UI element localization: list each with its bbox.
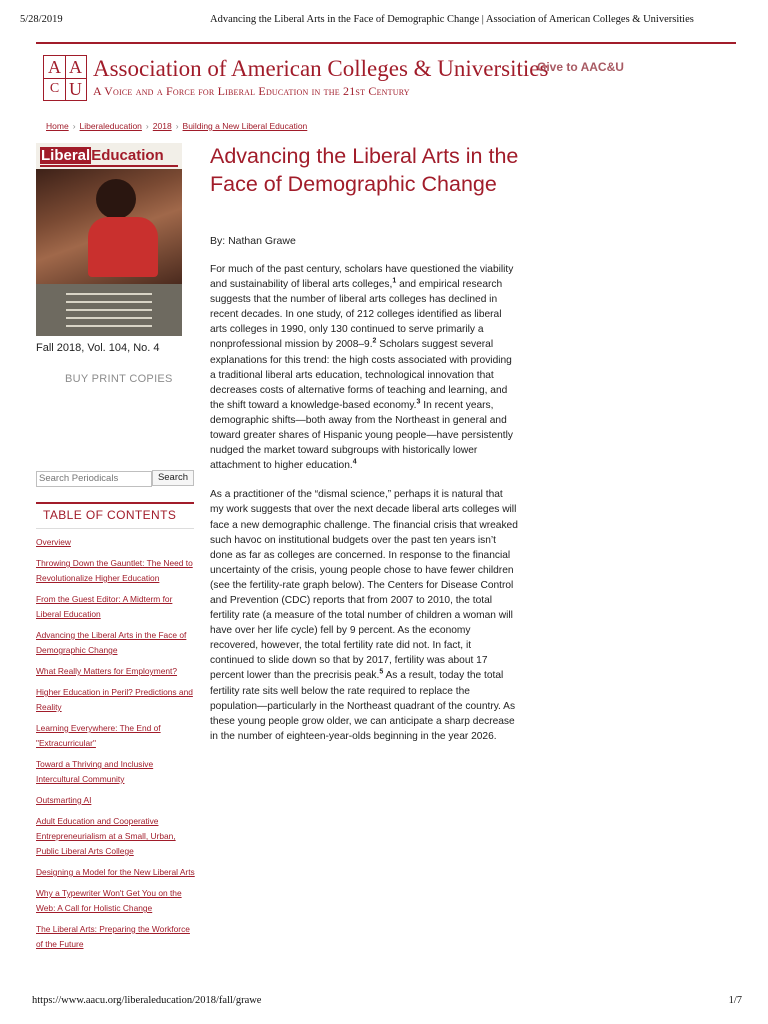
- toc-item[interactable]: What Really Matters for Employment?: [36, 666, 178, 676]
- breadcrumb-2018[interactable]: 2018: [152, 121, 172, 131]
- toc-title: TABLE OF CONTENTS: [43, 508, 177, 522]
- cover-person-head: [96, 179, 136, 219]
- top-rule: [36, 42, 736, 44]
- toc-item[interactable]: Toward a Thriving and Inclusive Intercultural Community: [36, 759, 154, 784]
- footnote-ref[interactable]: 1: [392, 277, 397, 285]
- cover-text-line: [66, 325, 152, 327]
- toc-item[interactable]: Overview: [36, 537, 71, 547]
- toc-item[interactable]: Adult Education and Cooperative Entrepreneurialism at a Small, Urban, Public Liberal Arts College: [36, 816, 176, 856]
- breadcrumb-liberaleducation[interactable]: Liberaleducation: [79, 121, 142, 131]
- cover-text-line: [66, 317, 152, 319]
- article-paragraph: For much of the past century, scholars have questioned the viability and sustainability of liberal arts colleges,$^1$ and empirical research suggests that the number of liberal arts colleges has declined in recent decades. In one study, of 212 colleges identified as liberal arts colleges in 1990, only 130 continued to serve primarily a nonprofessional mission by 2008–9.$^2$ Scholars suggest several explanations for this trend: the high costs associated with providing a traditional liberal arts education, technological innovation that decreases costs of alternative forms of teaching and learning, and the shift toward a knowledge-based economy.$^3$ In recent years, demographic shifts—both away from the Northeast in general and toward greater shares of Hispanic young people—have persistently nudged the market toward subgroups with historically lower attachment to higher education.$^4$: [210, 264, 514, 472]
- logo-letter-u: U: [69, 79, 82, 99]
- print-page-title: Advancing the Liberal Arts in the Face of Demographic Change | Association of American Colleges & Universities: [210, 14, 694, 25]
- cover-rule: [40, 165, 178, 167]
- breadcrumb: [46, 121, 307, 131]
- cover-text-line: [66, 293, 152, 295]
- cover-masthead: LiberalEducation: [41, 147, 164, 164]
- chevron-right-icon: ›: [145, 121, 149, 131]
- aacu-logo[interactable]: [43, 55, 87, 101]
- issue-label: Fall 2018, Vol. 104, No. 4: [36, 342, 160, 354]
- toc-item[interactable]: Outsmarting AI: [36, 795, 92, 805]
- toc-list: [36, 535, 198, 958]
- breadcrumb-current[interactable]: Building a New Liberal Education: [182, 121, 308, 131]
- search-button[interactable]: Search: [152, 470, 194, 486]
- give-link[interactable]: Give to AAC&U: [537, 60, 624, 74]
- footnote-ref[interactable]: 3: [416, 398, 421, 406]
- print-date: 5/28/2019: [20, 14, 63, 25]
- logo-letter-a1: A: [44, 56, 66, 79]
- toc-item[interactable]: Throwing Down the Gauntlet: The Need to Revolutionalize Higher Education: [36, 558, 193, 583]
- footnote-ref[interactable]: 2: [372, 338, 377, 346]
- buy-print-copies-link[interactable]: BUY PRINT COPIES: [65, 373, 173, 385]
- chevron-right-icon: ›: [175, 121, 179, 131]
- article-title: Advancing the Liberal Arts in the Face of Demographic Change: [210, 144, 519, 196]
- article-byline: By: Nathan Grawe: [210, 235, 296, 247]
- logo-letter-c: C: [44, 78, 66, 100]
- toc-item[interactable]: Designing a Model for the New Liberal Arts: [36, 867, 195, 877]
- print-url: https://www.aacu.org/liberaleducation/2018/fall/grawe: [32, 995, 262, 1006]
- logo-letter-a2: A: [65, 56, 86, 79]
- toc-item[interactable]: The Liberal Arts: Preparing the Workforce of the Future: [36, 924, 190, 949]
- toc-item[interactable]: Learning Everywhere: The End of "Extracurricular": [36, 723, 161, 748]
- org-name[interactable]: Association of American Colleges & Universities: [93, 56, 549, 81]
- toc-item[interactable]: From the Guest Editor: A Midterm for Liberal Education: [36, 594, 173, 619]
- cover-text-line: [66, 309, 152, 311]
- search-periodicals-input[interactable]: [36, 471, 152, 487]
- chevron-right-icon: ›: [72, 121, 76, 131]
- toc-item[interactable]: Advancing the Liberal Arts in the Face of Demographic Change: [36, 630, 187, 655]
- toc-item[interactable]: Why a Typewriter Won't Get You on the Web: A Call for Holistic Change: [36, 888, 182, 913]
- org-tagline: A Voice and a Force for Liberal Education in the 21st Century: [93, 84, 410, 98]
- article-body: [210, 262, 518, 758]
- magazine-cover[interactable]: [36, 143, 182, 336]
- toc-item[interactable]: Higher Education in Peril? Predictions and Reality: [36, 687, 193, 712]
- breadcrumb-home[interactable]: Home: [46, 121, 69, 131]
- footnote-ref[interactable]: 5: [379, 669, 384, 677]
- article-paragraph: As a practitioner of the “dismal science,” perhaps it is natural that my work suggests that over the next decade liberal arts colleges will face a new demographic challenge. The financial crisis that wreaked such havoc on institutional budgets over the past ten years isn’t done as far as colleges are concerned. In response to the financial uncertainty of the crisis, young people chose to have fewer children (see the fertility-rate graph below). The Centers for Disease Control and Prevention (CDC) reports that from 2007 to 2010, the total fertility rate (a measure of the total number of children a woman will have over her life cycle) fell by 9 percent. As the economy recovered, however, the total fertility rate did not. In fact, it continued to slide down so that by 2017, fertility was about 17 percent lower than the precrisis peak.$^5$ As a result, today the total fertility rate sits well below the rate required to replace the population—particularly in the Northeast quadrant of the country. As these young people grow older, we can anticipate a sharp decrease in the number of eighteen-year-olds beginning in the year 2026.: [210, 489, 518, 742]
- cover-person-body: [88, 217, 158, 277]
- print-page-number: 1/7: [728, 995, 742, 1006]
- footnote-ref[interactable]: 4: [352, 458, 357, 466]
- cover-text-line: [66, 301, 152, 303]
